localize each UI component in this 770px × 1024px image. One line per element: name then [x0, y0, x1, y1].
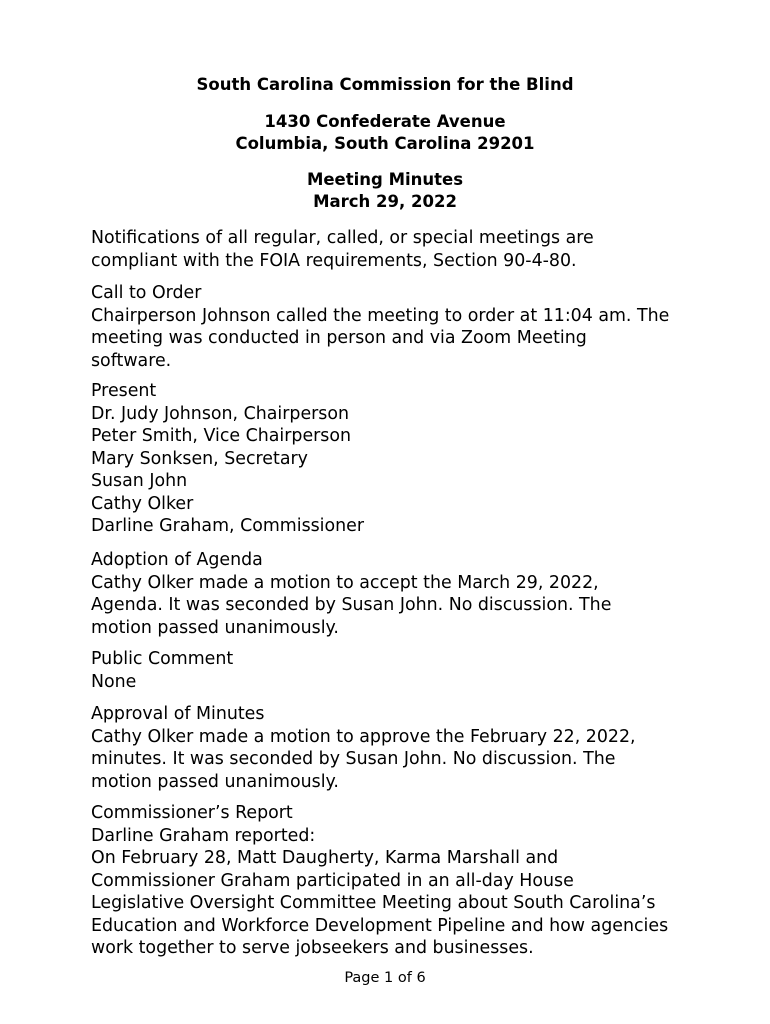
adoption-line: Cathy Olker made a motion to accept the March 29, 2022,	[91, 572, 599, 593]
public-comment-line: None	[91, 671, 137, 692]
present-member: Cathy Olker	[91, 493, 194, 514]
adoption-line: motion passed unanimously.	[91, 617, 339, 638]
section-heading: Call to Order	[91, 283, 202, 303]
section-heading: Adoption of Agenda	[91, 550, 263, 570]
notification-paragraph	[91, 227, 701, 272]
present-member: Dr. Judy Johnson, Chairperson	[91, 403, 350, 424]
adoption-line: Agenda. It was seconded by Susan John. No discussion. The	[91, 595, 612, 615]
report-line: Education and Workforce Development Pipeline and how agencies	[91, 915, 669, 936]
notification-line: Notifications of all regular, called, or special meetings are	[91, 228, 594, 248]
call-to-order-section	[91, 282, 701, 372]
adoption-of-agenda-section	[91, 549, 701, 639]
report-line: Legislative Oversight Committee Meeting about South Carolina’s	[91, 893, 656, 913]
organization-title: South Carolina Commission for the Blind	[196, 75, 574, 94]
report-line: work together to serve jobseekers and businesses.	[91, 938, 534, 958]
approval-line: motion passed unanimously.	[91, 771, 339, 792]
section-heading: Present	[91, 381, 157, 401]
page-number: Page 1 of 6	[344, 970, 426, 986]
present-section	[91, 380, 701, 538]
commissioners-report-section	[91, 802, 701, 960]
section-heading: Public Comment	[91, 649, 234, 669]
call-to-order-line: Chairperson Johnson called the meeting to order at 11:04 am. The	[91, 305, 670, 326]
present-member: Susan John	[91, 471, 188, 491]
meeting-date: March 29, 2022	[313, 192, 457, 211]
section-heading: Approval of Minutes	[91, 704, 265, 724]
approval-line: minutes. It was seconded by Susan John. No discussion. The	[91, 749, 616, 769]
document-title: Meeting Minutes	[306, 170, 464, 189]
approval-of-minutes-section	[91, 703, 701, 793]
report-line: On February 28, Matt Daugherty, Karma Marshall and	[91, 848, 559, 868]
report-line: Commissioner Graham participated in an all-day House	[91, 870, 574, 891]
public-comment-section	[91, 648, 701, 693]
address-line-2: Columbia, South Carolina 29201	[235, 134, 535, 153]
notification-line: compliant with the FOIA requirements, Section 90-4-80.	[91, 250, 577, 271]
report-line: Darline Graham reported:	[91, 825, 316, 846]
section-heading: Commissioner’s Report	[91, 803, 293, 823]
address-line-1: 1430 Confederate Avenue	[264, 112, 506, 131]
call-to-order-line: software.	[91, 350, 172, 371]
present-member: Mary Sonksen, Secretary	[91, 448, 308, 469]
present-member: Darline Graham, Commissioner	[91, 516, 365, 536]
approval-line: Cathy Olker made a motion to approve the February 22, 2022,	[91, 726, 636, 747]
present-member: Peter Smith, Vice Chairperson	[91, 426, 352, 446]
call-to-order-line: meeting was conducted in person and via Zoom Meeting	[91, 328, 587, 348]
